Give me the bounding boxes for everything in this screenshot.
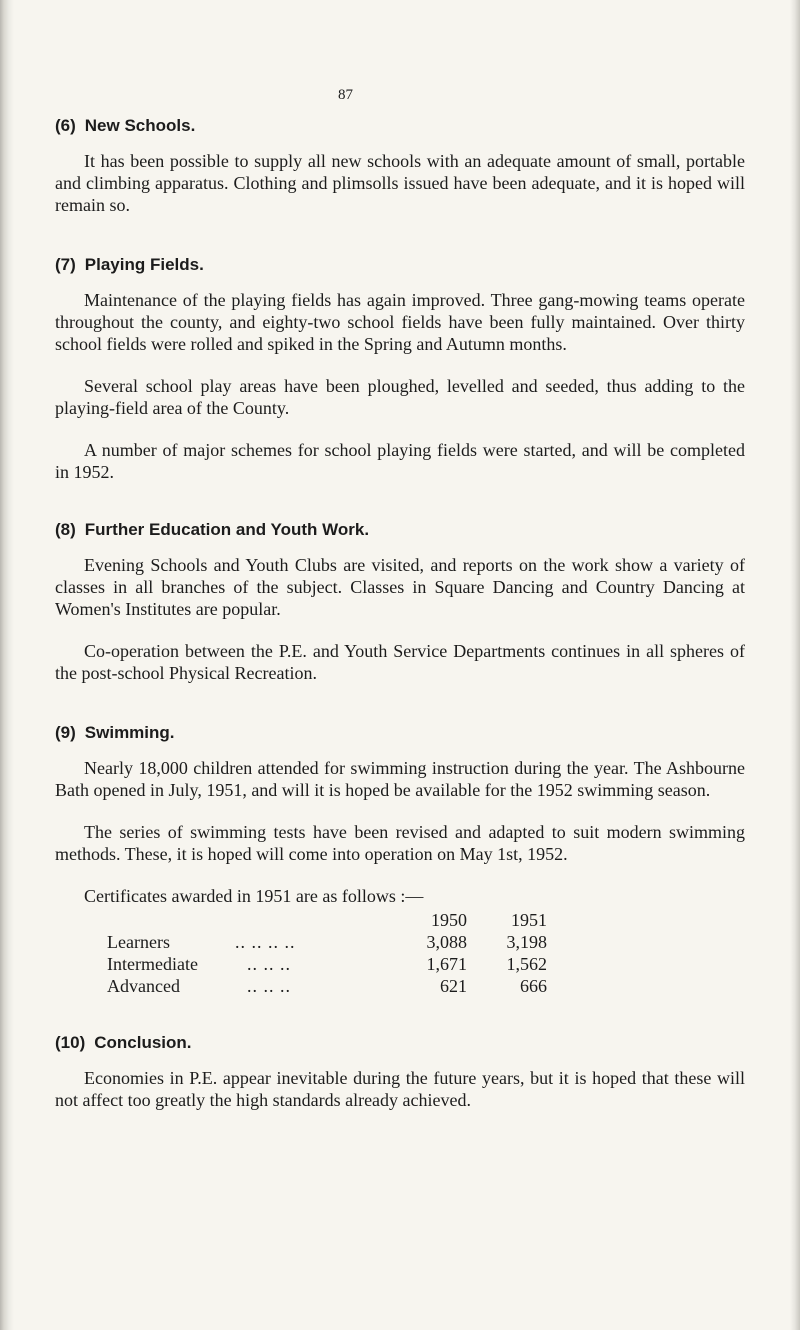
paragraph: It has been possible to supply all new schools with an adequate amount of small, portable and climbing apparatus. Clothing and plimsolls issued have been adequate, and it is hoped will remain so. (55, 151, 745, 215)
table-row (107, 953, 547, 975)
row-label: Intermediate (107, 954, 198, 974)
certificates-table (107, 909, 547, 997)
page-right-edge (790, 0, 800, 1330)
cell-1951: 666 (520, 976, 547, 996)
section-heading (55, 115, 745, 137)
section-further-education (55, 519, 745, 684)
section-title: Playing Fields. (84, 255, 204, 274)
section-title: New Schools. (84, 116, 196, 135)
certificates-intro: Certificates awarded in 1951 are as follows :— (84, 886, 424, 906)
page-number: 87 (338, 87, 353, 103)
section-title: Swimming. (84, 723, 175, 742)
section-new-schools (55, 115, 745, 216)
paragraph: A number of major schemes for school playing fields were started, and will be completed in 1952. (55, 440, 745, 482)
paragraph: The series of swimming tests have been revised and adapted to suit modern swimming methods. These, it is hoped will come into operation on May 1st, 1952. (55, 822, 745, 864)
column-header-1951: 1951 (511, 910, 547, 930)
leader-dots: .. .. .. (247, 976, 291, 996)
section-heading (55, 519, 745, 541)
table-row (107, 975, 547, 997)
paragraph: Economies in P.E. appear inevitable during the future years, but it is hoped that these will not affect too greatly the high standards already achieved. (55, 1068, 745, 1110)
table-header-row (107, 909, 547, 931)
section-number: (9) (55, 723, 76, 742)
section-title: Further Education and Youth Work. (84, 520, 370, 539)
section-number: (7) (55, 255, 76, 274)
cell-1951: 3,198 (506, 932, 547, 952)
leader-dots: .. .. .. (247, 954, 291, 974)
section-playing-fields (55, 254, 745, 483)
section-number: (6) (55, 116, 76, 135)
row-label: Advanced (107, 976, 180, 996)
section-conclusion (55, 1032, 745, 1111)
cell-1951: 1,562 (506, 954, 547, 974)
section-number: (8) (55, 520, 76, 539)
paragraph: Several school play areas have been ploughed, levelled and seeded, thus adding to the playing-field area of the County. (55, 376, 745, 418)
paragraph: Evening Schools and Youth Clubs are visited, and reports on the work show a variety of classes in all branches of the subject. Classes in Square Dancing and Country Dancing at Women's Institutes are popular. (55, 555, 745, 619)
paragraph: Co-operation between the P.E. and Youth Service Departments continues in all spheres of the post-school Physical Recreation. (55, 641, 745, 683)
page-left-edge (0, 0, 14, 1330)
table-row (107, 931, 547, 953)
column-header-1950: 1950 (431, 910, 467, 930)
row-label: Learners (107, 932, 170, 952)
cell-1950: 1,671 (426, 954, 467, 974)
paragraph: Nearly 18,000 children attended for swimming instruction during the year. The Ashbourne Bath opened in July, 1951, and will it is hoped be available for the 1952 swimming season. (55, 758, 745, 800)
section-title: Conclusion. (94, 1033, 192, 1052)
section-heading (55, 722, 745, 744)
section-heading (55, 254, 745, 276)
section-heading (55, 1032, 745, 1054)
cell-1950: 621 (440, 976, 467, 996)
document-body (55, 115, 745, 1133)
paragraph: Maintenance of the playing fields has again improved. Three gang-mowing teams operate throughout the county, and eighty-two school fields have been fully maintained. Over thirty school fields were rolled and spiked in the Spring and Autumn months. (55, 290, 745, 354)
leader-dots: .. .. .. .. (235, 932, 296, 952)
cell-1950: 3,088 (426, 932, 467, 952)
section-swimming (55, 722, 745, 997)
section-number: (10) (55, 1033, 86, 1052)
